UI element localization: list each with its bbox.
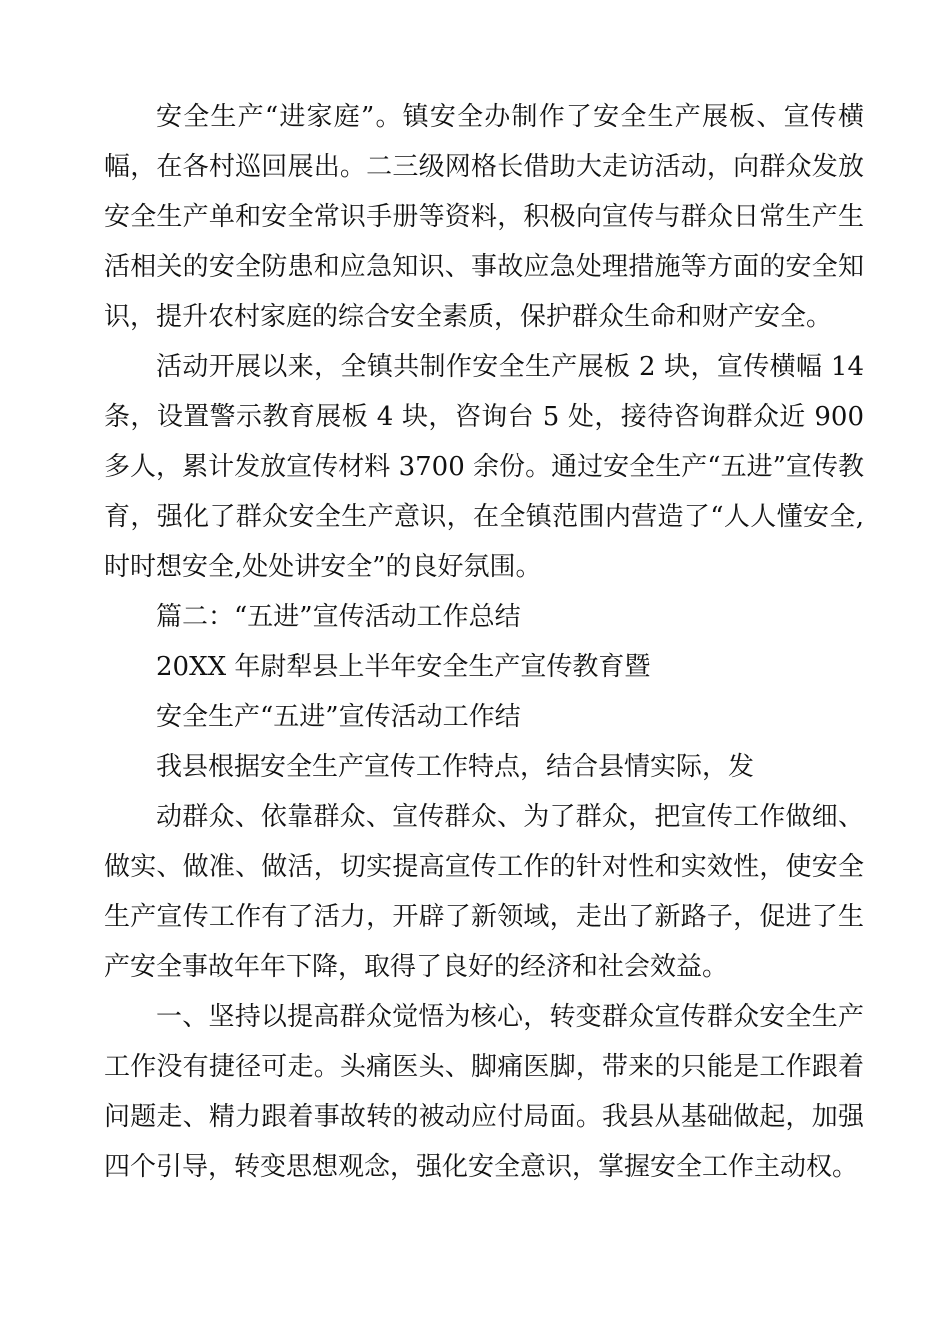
paragraph-intro-continued: 动群众、依靠群众、宣传群众、为了群众，把宣传工作做细、做实、做准、做活，切实提高宣传工作的针对性和实效性，使安全生产宣传工作有了活力，开辟了新领域，走出了新路子，促进了生产安全事故年年下降，取得了良好的经济和社会效益。 — [104, 802, 864, 982]
report-title-line-1: 20XX 年尉犁县上半年安全生产宣传教育暨 — [156, 652, 651, 682]
document-body — [104, 92, 864, 1192]
report-title-line-2: 安全生产“五进”宣传活动工作结 — [156, 702, 521, 732]
paragraph-intro-line: 我县根据安全生产宣传工作特点，结合县情实际，发 — [156, 752, 755, 782]
paragraph-home-safety: 安全生产“进家庭”。镇安全办制作了安全生产展板、宣传横幅，在各村巡回展出。二三级网格长借助大走访活动，向群众发放安全生产单和安全常识手册等资料，积极向宣传与群众日常生产生活相关的安全防患和应急知识、事故应急处理措施等方面的安全知识，提升农村家庭的综合安全素质，保护群众生命和财产安全。 — [104, 102, 864, 332]
paragraph-activity-results: 活动开展以来，全镇共制作安全生产展板 2 块，宣传横幅 14 条，设置警示教育展板 4 块，咨询台 5 处，接待咨询群众近 900 多人，累计发放宣传材料 3700 余份。通过安全生产“五进”宣传教育，强化了群众安全生产意识，在全镇范围内营造了“人人懂安全,时时想安全,处处讲安全”的良好氛围。 — [104, 352, 864, 582]
paragraph-point-one: 一、坚持以提高群众觉悟为核心，转变群众宣传群众安全生产工作没有捷径可走。头痛医头、脚痛医脚，带来的只能是工作跟着问题走、精力跟着事故转的被动应付局面。我县从基础做起，加强四个引导，转变思想观念，强化安全意识，掌握安全工作主动权。 — [104, 1002, 864, 1182]
section-heading: 篇二：“五进”宣传活动工作总结 — [156, 602, 521, 632]
